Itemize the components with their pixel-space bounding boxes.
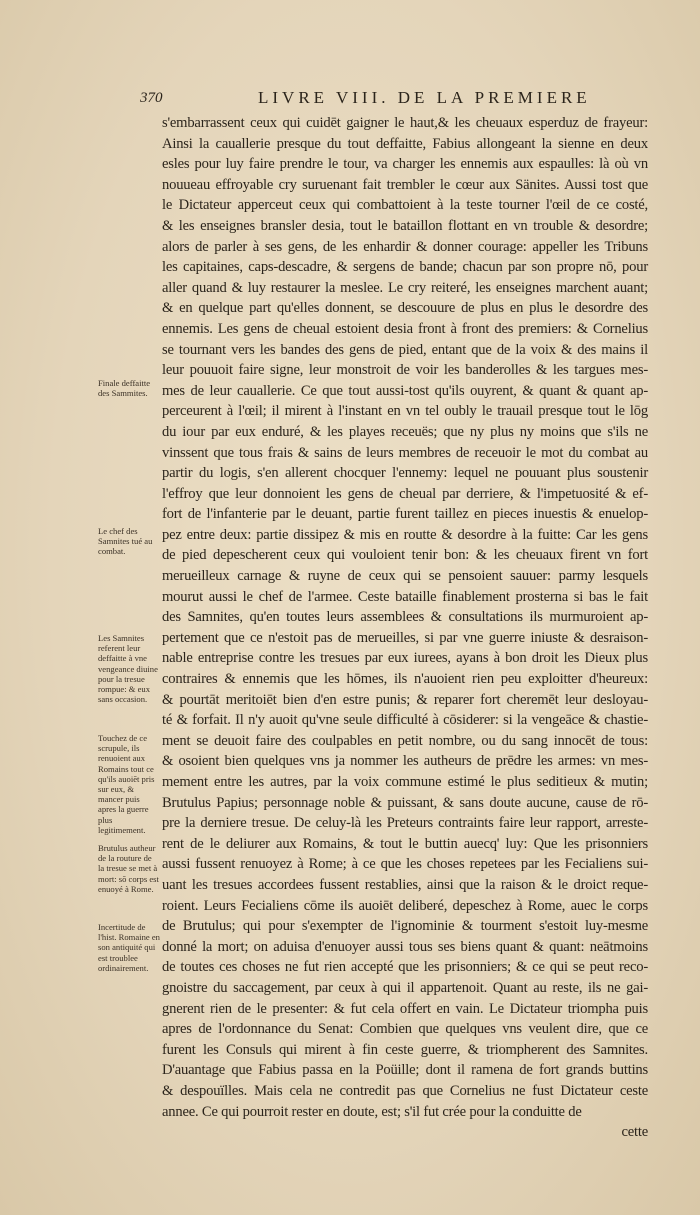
text-line: alors de parler à ses gens, de les enhardir & donner courage: appeller les Tribuns bbox=[162, 238, 648, 255]
text-line: de toutes ces choses ne fut rien accepté que les prisonniers; & ce qui se peut reco- bbox=[162, 959, 648, 976]
text-line: roient. Leurs Fecialiens cōme ils auoiēt deliberé, depeschez à Rome, auec le corps bbox=[162, 897, 648, 914]
text-line: ennemis. Les gens de cheual estoient desia front à front des premiers: & Cornelius bbox=[162, 320, 648, 337]
text-line: furent les Consuls qui mirent à fin ceste guerre, & triompherent des Samnites. bbox=[162, 1041, 648, 1058]
text-line: aller quand & luy restaurer la meslee. Le cry reiteré, les enseignes marchent auant; bbox=[162, 279, 648, 296]
text-line: de Brutulus; qui pour s'exempter de l'ignominie & tourment s'estoit luy-mesme bbox=[162, 918, 648, 935]
page-number: 370 bbox=[140, 90, 163, 106]
text-line: & pourtāt meritoiēt bien d'en estre punis; & reparer fort cheremēt leur desloyau- bbox=[162, 691, 648, 708]
text-line: Brutulus Papius; personnage noble & puissant, & sans doute aucune, cause de rō- bbox=[162, 794, 648, 811]
text-line: vinssent que tous frais & sains de leurs membres de receuoir le mot du combat au bbox=[162, 444, 648, 461]
margin-note: Touchez de ce scrupule, ils renuoient aux Romains tout ce qu'ils auoiēt pris sur eux, & mancer puis apres la guerre plus legitimement. bbox=[98, 733, 155, 835]
text-line: perceurent à l'œil; il mirent à l'instant en vn tel oubly le trauail presque tout le lōg bbox=[162, 403, 648, 420]
text-line: mes de leur cauallerie. Ce que tout aussi-tost qu'ils ouyrent, & quant & quant ap- bbox=[162, 382, 648, 399]
text-line: té & forfait. Il n'y auoit qu'vne seule difficulté à cōsiderer: si la vengeāce & chastie- bbox=[162, 712, 648, 729]
text-line: rent de le deliurer aux Romains, & tout le buttin auecq' luy: Que les prisonniers bbox=[162, 835, 648, 852]
margin-note: Brutulus autheur de la routure de la tresue se met à mort: sō corps est enuoyé à Rome. bbox=[98, 843, 159, 894]
text-line: Ainsi la cauallerie presque du tout deffaitte, Fabius allongeant la sienne en deux bbox=[162, 135, 648, 152]
text-line: aussi fussent renuoyez à Rome; à ce que les choses repetees par les Fecialiens sui- bbox=[162, 856, 648, 873]
text-line: D'auantage que Fabius passa en la Poüille; dont il ramena de fort grands buttins bbox=[162, 1062, 648, 1079]
text-line: contraires & ennemis que les hōmes, ils n'auoient rien peu exploitter d'heureux: bbox=[162, 671, 648, 688]
text-line: uant les tresues accordees fussent restablies, ainsi que la raison & le droict reque- bbox=[162, 876, 648, 893]
text-line: gnerent rien de le presenter: & fut cela offert en vain. Le Dictateur triompha puis bbox=[162, 1000, 648, 1017]
text-line: & les enseignes bransler desia, tout le bataillon flottant en vn trouble & desordre; bbox=[162, 217, 648, 234]
text-line: apres de l'ordonnance du Senat: Combien que quelques vns veulent dire, que ce bbox=[162, 1021, 648, 1038]
text-line: mement entre les autres, par la voix commune estimé le plus seditieux & mutin; bbox=[162, 774, 648, 790]
text-line: le Dictateur apperceut ceux qui combattoient à la teste tourner l'œil de ce costé, bbox=[162, 197, 648, 214]
text-line: pertement que ce n'estoit pas de merueilles, si par vne guerre iniuste & desraison- bbox=[162, 629, 648, 646]
text-line: annee. Ce qui pourroit rester en doute, est; s'il fut crée pour la conduitte de bbox=[162, 1103, 582, 1120]
text-line: leur pouuoit faire signe, leur monstroit de voir les banderolles & les targues mes- bbox=[162, 362, 648, 379]
text-line: de pied depescherent ceux qui vouloient tenir bon: & les cheuaux firent vn fort bbox=[162, 547, 648, 564]
catchword: cette bbox=[621, 1124, 648, 1141]
text-line: les capitaines, caps-descadre, & sergens de bande; chacun par son propre nō, pour bbox=[162, 259, 648, 276]
text-line: esles pour luy faire prendre le tour, va charger les ennemis aux espaulles: là où vn bbox=[162, 156, 648, 173]
margin-note: Incertitude de l'hist. Romaine en son antiquité qui est troublee ordinairement. bbox=[98, 922, 160, 973]
text-line: se tournant vers les bandes des gens de pied, entant que de la voix & des mains il bbox=[162, 341, 648, 358]
body-text bbox=[162, 113, 648, 1143]
text-line: nable entreprise contre les tresues par eux iurees, ayans à bon droit les Dieux plus bbox=[162, 650, 648, 667]
text-line: pre la derniere tresue. De celuy-là les Preteurs contraints faire leur rapport, arreste- bbox=[162, 815, 648, 832]
text-line: gnoistre du saccagement, par ceux à qui il appartenoit. Quant au reste, ils ne gai- bbox=[162, 979, 648, 996]
text-line: & en quelque part qu'elles donnent, se descouure de plus en plus le desordre des bbox=[162, 300, 648, 317]
text-line: pez entre deux: partie dissipez & mis en routte & desordre à la fuitte: Car les gens bbox=[162, 526, 648, 543]
text-line: ment se deuoit faire des coulpables en petit nombre, ou du sang innocēt de tous: bbox=[162, 732, 648, 749]
running-head: LIVRE VIII. DE LA PREMIERE bbox=[258, 88, 591, 107]
page-header bbox=[140, 88, 660, 110]
text-line: des Samnites, qu'en toutes leurs assemblees & consultations ils murmuroient ap- bbox=[162, 609, 648, 626]
text-line: partir du logis, s'en allerent chocquer l'ennemy: lequel ne pouuant plus soustenir bbox=[162, 465, 648, 482]
text-line: nouueau effroyable cry suruenant fait trembler le cœur aux Sänites. Aussi tost que bbox=[162, 176, 648, 193]
text-line: du iour par eux enduré, & les playes receuës; que ny plus ny moins que s'ils ne bbox=[162, 423, 648, 440]
text-line: merueilleux carnage & ruyne de ceux qui se pensoient sauuer: parmy lesquels bbox=[162, 568, 648, 585]
text-line: s'embarrassent ceux qui cuidēt gaigner le haut,& les cheuaux esperduz de frayeur: bbox=[162, 115, 648, 131]
text-line: & despouïlles. Mais cela ne contredit pas que Cornelius ne fust Dictateur ceste bbox=[162, 1082, 648, 1099]
text-line: fort de l'infanterie par le deuant, partie furent taillez en pieces inuestis & enuelop- bbox=[162, 506, 648, 523]
text-line: l'effroy que leur donnoient les gens de cheual par derriere, & l'impetuosité & ef- bbox=[162, 485, 648, 502]
margin-note: Finale deffaitte des Sammites. bbox=[98, 378, 151, 399]
text-line: mourut aussi le chef de l'armee. Ceste bataille finablement prosterna si bas le fait bbox=[162, 588, 648, 605]
margin-note: Les Samnites referent leur deffaitte à vne vengeance diuine pour la tresue rompue: & eux sans occasion. bbox=[98, 633, 158, 705]
text-line: & osoient bien quelques vns ja nommer les autheurs de prēdre les armes: vn mes- bbox=[162, 753, 648, 770]
margin-note: Le chef des Samnites tué au combat. bbox=[98, 526, 153, 557]
text-line: donné la mort; on aduisa d'enuoyer aussi tous ses biens quant & quant: neātmoins bbox=[162, 938, 648, 955]
